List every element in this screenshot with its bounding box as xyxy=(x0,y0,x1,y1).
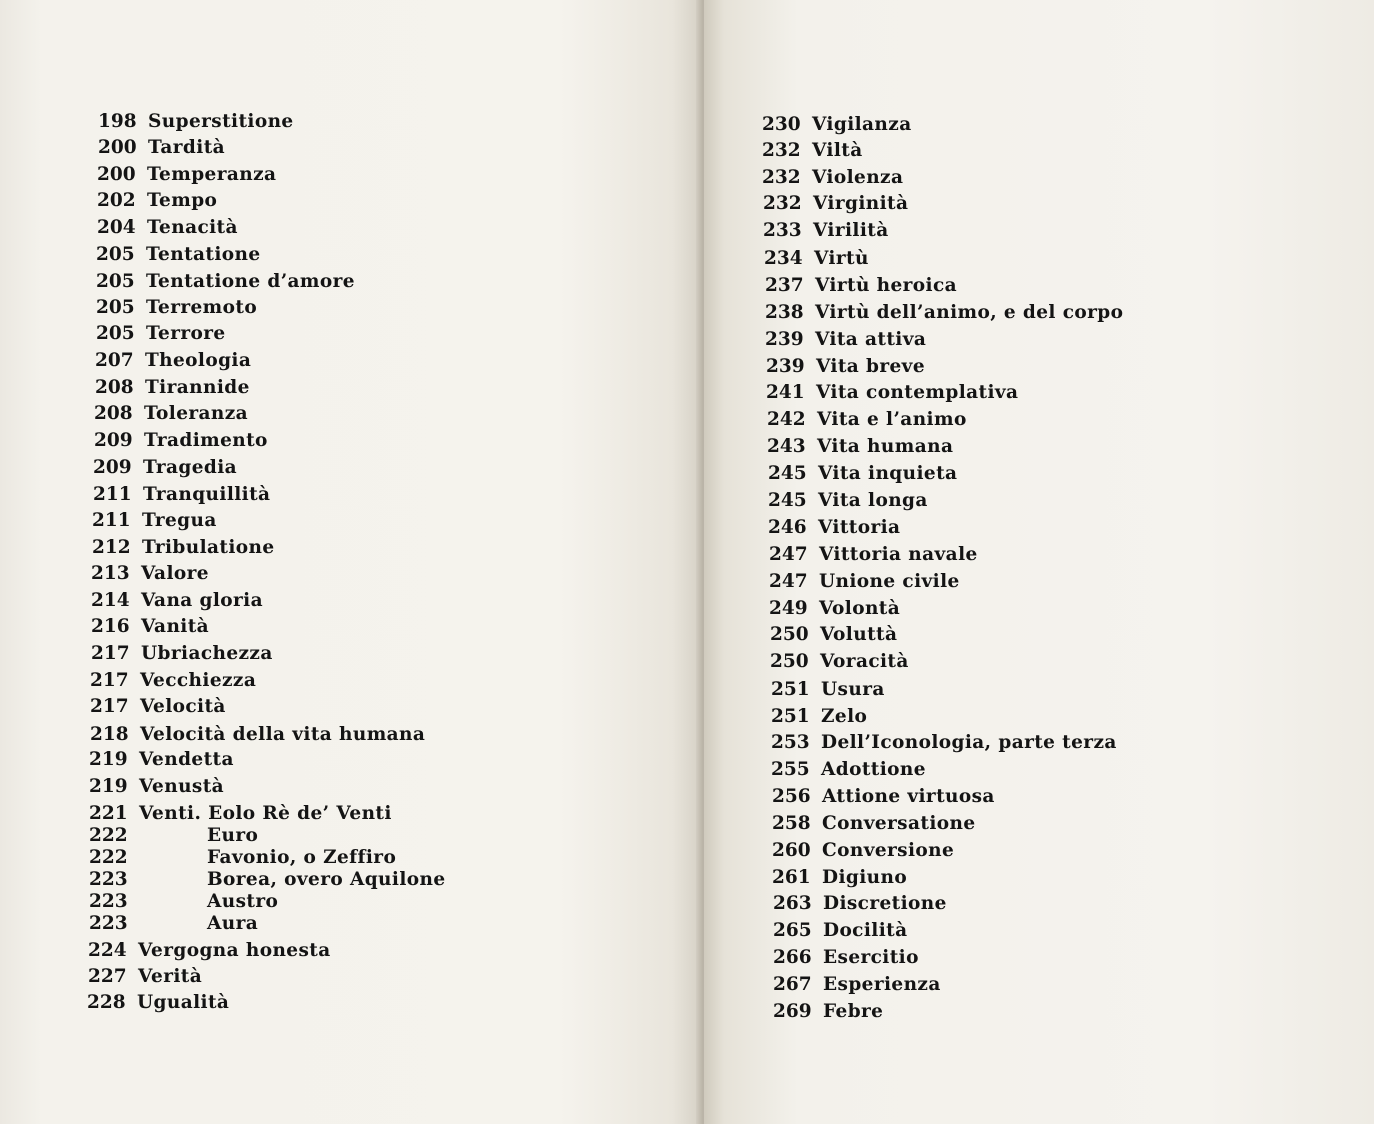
index-term: Zelo xyxy=(821,706,868,727)
index-term: Vendetta xyxy=(139,749,234,770)
page-number: 243 xyxy=(767,436,806,457)
index-term: Dell’Iconologia, parte terza xyxy=(821,732,1117,753)
index-term: Unione civile xyxy=(819,571,960,592)
index-term: Febre xyxy=(823,1001,884,1022)
page-number: 256 xyxy=(772,786,811,807)
index-term: Tribulatione xyxy=(142,537,275,558)
index-term: Conversione xyxy=(822,840,955,861)
index-term: Velocità xyxy=(140,696,226,717)
index-term: Voracità xyxy=(820,651,909,672)
index-term: Vita breve xyxy=(816,356,926,377)
page-number: 222 xyxy=(89,847,128,868)
index-term: Attione virtuosa xyxy=(822,786,995,807)
index-term: Temperanza xyxy=(147,164,277,185)
page-number: 224 xyxy=(88,940,127,961)
index-term: Esercitio xyxy=(823,947,919,968)
page-number: 242 xyxy=(767,409,806,430)
page-number: 200 xyxy=(97,164,136,185)
index-term: Ubriachezza xyxy=(141,643,273,664)
index-term: Vigilanza xyxy=(812,114,912,135)
page-number: 245 xyxy=(768,463,807,484)
page-number: 241 xyxy=(766,382,805,403)
page-number: 245 xyxy=(768,490,807,511)
page-number: 228 xyxy=(87,992,126,1013)
page-number: 209 xyxy=(93,457,132,478)
page-number: 234 xyxy=(764,248,803,269)
page-number: 205 xyxy=(96,323,135,344)
page-number: 200 xyxy=(98,137,137,158)
index-term: Esperienza xyxy=(823,974,941,995)
index-term: Tirannide xyxy=(145,377,250,398)
page-number: 218 xyxy=(90,724,129,745)
index-term: Austro xyxy=(207,891,279,912)
index-term: Volontà xyxy=(819,598,901,619)
index-term: Adottione xyxy=(821,759,926,780)
index-term: Vittoria xyxy=(818,517,901,538)
index-term: Euro xyxy=(207,825,259,846)
page-number: 251 xyxy=(771,679,810,700)
page-number: 216 xyxy=(91,616,130,637)
page-number: 258 xyxy=(772,813,811,834)
index-term: Virtù xyxy=(814,248,869,269)
page-number: 250 xyxy=(770,651,809,672)
page-number: 213 xyxy=(91,563,130,584)
page-number: 232 xyxy=(762,167,801,188)
page-number: 205 xyxy=(96,297,135,318)
index-term: Vergogna honesta xyxy=(138,940,331,961)
index-term: Superstitione xyxy=(148,111,294,132)
page-number: 204 xyxy=(97,217,136,238)
right-page xyxy=(704,0,1374,1124)
index-term: Aura xyxy=(207,913,259,934)
page-number: 239 xyxy=(765,329,804,350)
index-term: Toleranza xyxy=(144,403,249,424)
index-term: Usura xyxy=(821,679,885,700)
page-number: 250 xyxy=(770,624,809,645)
index-term: Terrore xyxy=(146,323,226,344)
index-term: Ugualità xyxy=(137,992,230,1013)
index-term: Vita longa xyxy=(818,490,928,511)
page-number: 261 xyxy=(772,867,811,888)
page-number: 260 xyxy=(772,840,811,861)
index-term: Theologia xyxy=(145,350,252,371)
index-term: Voluttà xyxy=(820,624,898,645)
page-number: 266 xyxy=(773,947,812,968)
page-number: 265 xyxy=(773,920,812,941)
index-term: Tradimento xyxy=(144,430,268,451)
index-term: Virtù dell’animo, e del corpo xyxy=(815,302,1124,323)
index-term: Vita humana xyxy=(817,436,954,457)
page-number: 238 xyxy=(765,302,804,323)
page-number: 222 xyxy=(89,825,128,846)
index-term: Vita inquieta xyxy=(818,463,958,484)
index-term: Tragedia xyxy=(143,457,238,478)
index-term: Violenza xyxy=(812,167,904,188)
page-number: 269 xyxy=(773,1001,812,1022)
index-term: Venti. Eolo Rè de’ Venti xyxy=(139,803,392,824)
index-term: Vana gloria xyxy=(141,590,263,611)
index-term: Vittoria navale xyxy=(819,544,978,565)
index-term: Valore xyxy=(141,563,209,584)
page-number: 212 xyxy=(92,537,131,558)
page-number: 230 xyxy=(762,114,801,135)
page-number: 221 xyxy=(89,803,128,824)
page-number: 214 xyxy=(91,590,130,611)
index-term: Discretione xyxy=(823,893,947,914)
index-term: Tregua xyxy=(142,510,217,531)
index-term: Vanità xyxy=(141,616,210,637)
index-term: Tardità xyxy=(148,137,226,158)
page-number: 263 xyxy=(773,893,812,914)
index-term: Conversatione xyxy=(822,813,976,834)
page-number: 237 xyxy=(765,275,804,296)
page-number: 233 xyxy=(763,220,802,241)
page-number: 217 xyxy=(90,696,129,717)
index-term: Virginità xyxy=(813,193,909,214)
page-number: 223 xyxy=(89,891,128,912)
index-term: Venustà xyxy=(139,776,225,797)
page-number: 232 xyxy=(762,140,801,161)
index-term: Verità xyxy=(138,966,203,987)
page-number: 202 xyxy=(97,190,136,211)
index-term: Vita contemplativa xyxy=(816,382,1019,403)
page-number: 255 xyxy=(771,759,810,780)
page-number: 239 xyxy=(766,356,805,377)
page-number: 198 xyxy=(98,111,137,132)
index-term: Tempo xyxy=(147,190,218,211)
page-number: 247 xyxy=(769,571,808,592)
index-term: Velocità della vita humana xyxy=(140,724,426,745)
index-term: Tentatione xyxy=(146,244,261,265)
page-number: 223 xyxy=(89,913,128,934)
page-number: 253 xyxy=(771,732,810,753)
index-term: Borea, overo Aquilone xyxy=(207,869,446,890)
page-number: 205 xyxy=(96,271,135,292)
page-number: 211 xyxy=(92,510,131,531)
index-term: Favonio, o Zeffiro xyxy=(207,847,397,868)
page-number: 209 xyxy=(94,430,133,451)
page-number: 211 xyxy=(93,484,132,505)
index-term: Tentatione d’amore xyxy=(146,271,355,292)
page-number: 246 xyxy=(768,517,807,538)
page-number: 205 xyxy=(96,244,135,265)
page-number: 247 xyxy=(769,544,808,565)
index-term: Docilità xyxy=(823,920,908,941)
index-term: Digiuno xyxy=(822,867,908,888)
index-term: Tenacità xyxy=(147,217,238,238)
page-number: 267 xyxy=(773,974,812,995)
index-term: Viltà xyxy=(812,140,863,161)
index-term: Vita attiva xyxy=(815,329,927,350)
page-number: 217 xyxy=(91,643,130,664)
page-number: 227 xyxy=(88,966,127,987)
index-term: Virtù heroica xyxy=(815,275,958,296)
page-number: 208 xyxy=(94,403,133,424)
index-term: Tranquillità xyxy=(143,484,271,505)
page-number: 249 xyxy=(769,598,808,619)
index-term: Virilità xyxy=(813,220,889,241)
page-number: 251 xyxy=(771,706,810,727)
index-term: Terremoto xyxy=(146,297,258,318)
index-term: Vecchiezza xyxy=(140,670,257,691)
page-number: 223 xyxy=(89,869,128,890)
page-number: 219 xyxy=(89,749,128,770)
page-number: 208 xyxy=(95,377,134,398)
page-number: 207 xyxy=(95,350,134,371)
page-number: 219 xyxy=(89,776,128,797)
page-number: 232 xyxy=(763,193,802,214)
index-term: Vita e l’animo xyxy=(817,409,967,430)
page-number: 217 xyxy=(90,670,129,691)
